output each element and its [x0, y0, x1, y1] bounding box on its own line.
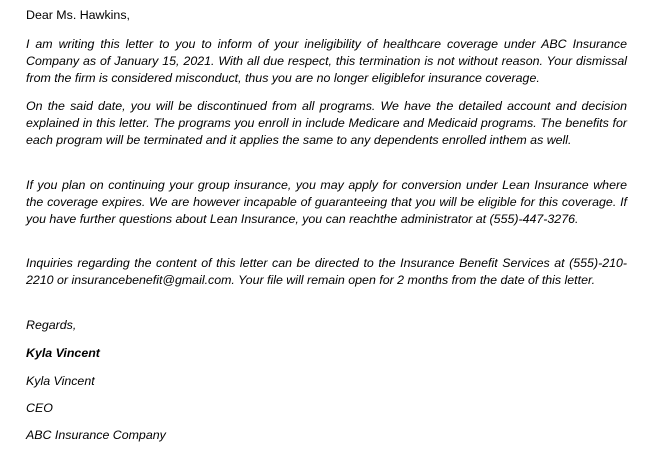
paragraph-ineligibility: I am writing this letter to you to inform of your ineligibility of healthcare coverage under ABC Insurance Company as of January 15, 2021. With all due respect, this termination is not without reason. Your dismissal from the firm is considered misconduct, thus you are no longer eligiblefor insurance coverage.	[26, 37, 627, 85]
signer-name: Kyla Vincent	[26, 374, 95, 388]
paragraph-discontinued-programs: On the said date, you will be discontinued from all programs. We have the detailed account and decision explained in this letter. The programs you enroll in include Medicare and Medicaid programs. The benefits for each program will be terminated and it applies the same to any dependents enrolled inthem as well.	[26, 99, 627, 147]
salutation: Dear Ms. Hawkins,	[26, 8, 130, 22]
signer-company: ABC Insurance Company	[26, 428, 166, 442]
paragraph-inquiries: Inquiries regarding the content of this letter can be directed to the Insurance Benefit Services at (555)-210-2210 or insurancebenefit@gmail.com. Your file will remain open for 2 months from the date of this letter.	[26, 256, 627, 287]
signer-title: CEO	[26, 401, 53, 415]
signature: Kyla Vincent	[26, 346, 100, 360]
closing-regards: Regards,	[26, 318, 77, 332]
paragraph-conversion-option: If you plan on continuing your group insurance, you may apply for conversion under Lean Insurance where the coverage expires. We are however incapable of guaranteeing that you will be eligible for this coverage. If you have further questions about Lean Insurance, you can reachthe administrator at (555)-447-3276.	[26, 178, 627, 226]
